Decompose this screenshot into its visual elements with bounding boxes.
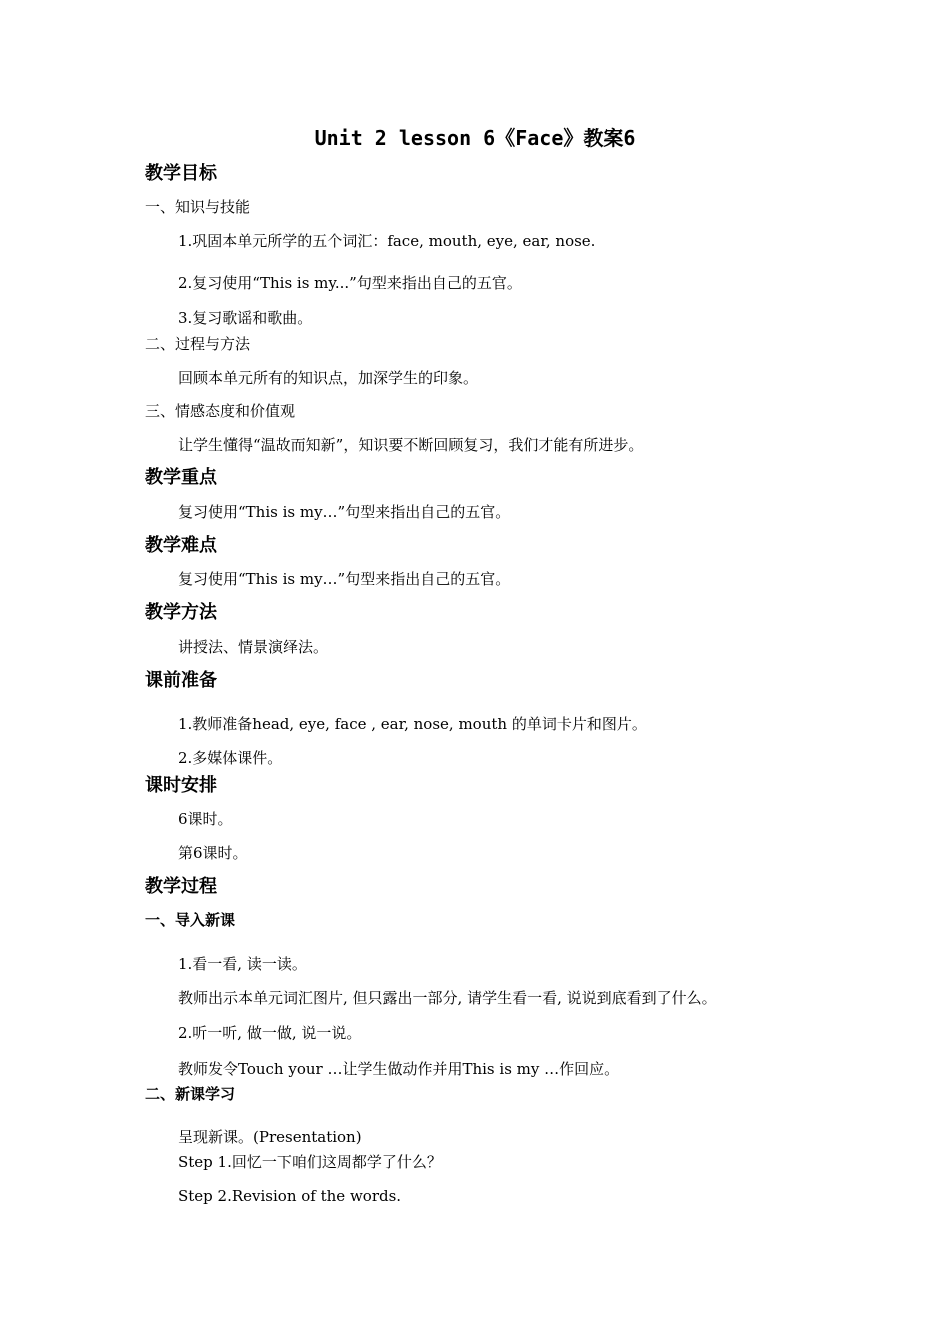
methods-heading: 教学方法 (145, 602, 217, 623)
key-points-text: 复习使用“This is my…”句型来指出自己的五官。 (178, 503, 511, 521)
intro-item: 教师发令Touch your …让学生做动作并用This is my …作回应。 (178, 1060, 620, 1078)
new-lesson-item: Step 1.回忆一下咱们这周都学了什么？ (178, 1153, 442, 1171)
process-text: 回顾本单元所有的知识点，加深学生的印象。 (178, 369, 479, 387)
schedule-item: 6课时。 (178, 810, 233, 828)
schedule-heading: 课时安排 (145, 775, 217, 796)
schedule-item: 第6课时。 (178, 844, 248, 862)
emotion-heading: 三、情感态度和价值观 (145, 402, 296, 420)
procedure-heading: 教学过程 (145, 876, 217, 897)
preparation-item: 2.多媒体课件。 (178, 749, 283, 767)
difficulties-heading: 教学难点 (145, 535, 217, 556)
new-lesson-heading: 二、新课学习 (145, 1085, 236, 1103)
methods-text: 讲授法、情景演绎法。 (178, 638, 329, 656)
intro-item: 教师出示本单元词汇图片, 但只露出一部分, 请学生看一看, 说说到底看到了什么。 (178, 989, 717, 1007)
intro-item: 1.看一看, 读一读。 (178, 955, 307, 973)
knowledge-item: 3.复习歌谣和歌曲。 (178, 309, 313, 327)
emotion-text: 让学生懂得“温故而知新”，知识要不断回顾复习，我们才能有所进步。 (178, 436, 644, 454)
document-title: Unit 2 lesson 6《Face》教案6 (314, 126, 636, 150)
key-points-heading: 教学重点 (145, 467, 217, 488)
intro-heading: 一、导入新课 (145, 911, 236, 929)
knowledge-heading: 一、知识与技能 (145, 198, 251, 216)
preparation-heading: 课前准备 (145, 670, 217, 691)
objectives-heading: 教学目标 (145, 163, 217, 184)
difficulties-text: 复习使用“This is my…”句型来指出自己的五官。 (178, 570, 511, 588)
new-lesson-item: Step 2.Revision of the words. (178, 1187, 402, 1205)
knowledge-item: 2.复习使用“This is my...”句型来指出自己的五官。 (178, 274, 522, 292)
process-heading: 二、过程与方法 (145, 335, 251, 353)
new-lesson-item: 呈现新课。(Presentation) (178, 1128, 362, 1146)
intro-item: 2.听一听, 做一做, 说一说。 (178, 1024, 362, 1042)
preparation-item: 1.教师准备head, eye, face , ear, nose, mouth 的单词卡片和图片。 (178, 715, 647, 733)
knowledge-item: 1.巩固本单元所学的五个词汇：face, mouth, eye, ear, nose. (178, 232, 596, 250)
